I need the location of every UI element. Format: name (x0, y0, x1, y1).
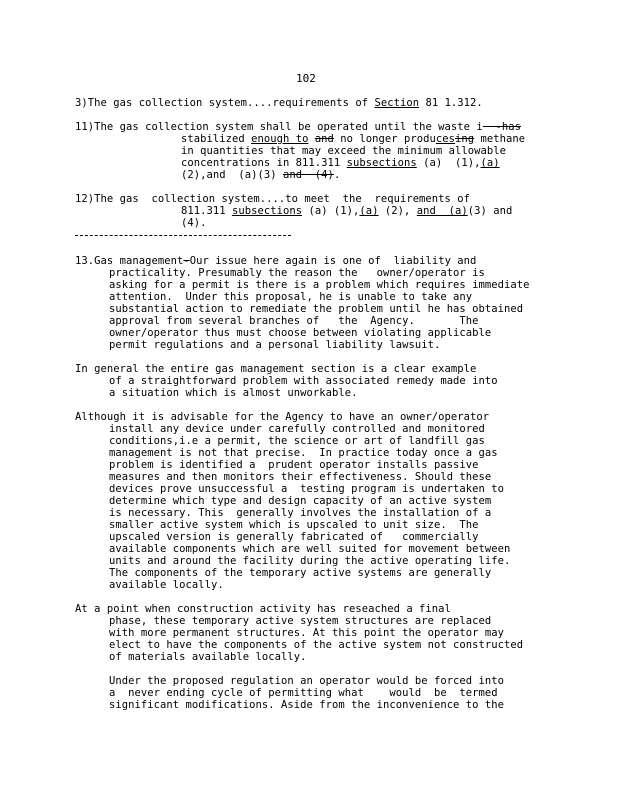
item-3-line (75, 97, 483, 109)
item-11-text: i (476, 121, 483, 133)
general-line-2: of a straightforward problem with associated remedy made into (109, 375, 498, 387)
item-11-inserted-text: (a) (480, 157, 500, 169)
under-line-2: a never ending cycle of permitting what would be termed (109, 687, 498, 699)
although-line-1: Although it is advisable for the Agency to have an owner/operator (75, 411, 490, 423)
item-12-text: (2), (378, 205, 417, 217)
item-11-line-3: in quantities that may exceed the minimum allowable (181, 145, 506, 157)
under-line-1: Under the proposed regulation an operator would be forced into (109, 675, 505, 687)
section-13-line-7: owner/operator thus must choose between violating applicable (109, 327, 492, 339)
section-13-struck-dash: - (183, 255, 190, 267)
item-11-line-5 (181, 169, 340, 181)
section-13-line-3: asking for a permit is there is a problem which requires immediate (109, 279, 530, 291)
although-line-8: determine which type and design capacity of an active system (109, 495, 492, 507)
section-13-line-4: attention. Under this proposal, he is unable to take any (109, 291, 473, 303)
although-line-13: units and around the facility during the active operating life. (109, 555, 511, 567)
although-line-3: conditions,i.e a permit, the science or art of landfill gas (109, 435, 485, 447)
item-11-text: concentrations in 811.311 (181, 157, 347, 169)
item-11-text: no longer produ (333, 133, 436, 145)
item-11-text: 11)The gas collection system (75, 121, 260, 133)
point-line-5: of materials available locally. (109, 651, 307, 663)
under-line-3: significant modifications. Aside from the inconvenience to the (109, 699, 505, 711)
although-line-10: smaller active system which is upscaled to unit size. The (109, 519, 479, 531)
item-11-struck-text: and (314, 133, 334, 145)
item-3-text: 3)The gas collection system....requirements of (75, 97, 375, 109)
item-11-text: (a) (1), (416, 157, 481, 169)
section-13-line-8: permit regulations and a personal liability lawsuit. (109, 339, 441, 351)
section-13-text: Our issue here again is one of liability and (189, 255, 477, 267)
item-11-struck-text: ing (455, 133, 475, 145)
page-number: 102 (296, 72, 316, 85)
although-line-14: The components of the temporary active systems are generally (109, 567, 492, 579)
section-13-heading: 13.Gas management (75, 255, 184, 267)
section-13-line-6: approval from several branches of the Agency. The (109, 315, 479, 327)
although-line-7: devices prove unsuccessful a testing program is undertaken to (109, 483, 505, 495)
item-11-text: methane (474, 133, 526, 145)
item-12-text: (a) (1), (302, 205, 360, 217)
general-line-3: a situation which is almost unworkable. (109, 387, 358, 399)
point-line-3: with more permanent structures. At this point the operator may (109, 627, 505, 639)
although-line-5: problem is identified a prudent operator installs passive (109, 459, 479, 471)
item-12-line-3: (4). (181, 217, 207, 229)
item-11-text: (2),and (a)(3) (181, 169, 283, 181)
section-13-line-2: practicality. Presumably the reason the owner/operator is (109, 267, 485, 279)
although-line-9: is necessary. This generally involves the installation of a (109, 507, 492, 519)
section-13-line-1 (75, 255, 476, 267)
item-11-line-4 (181, 157, 500, 169)
item-11-struck-text: -has (482, 121, 522, 133)
although-line-15: available locally. (109, 579, 224, 591)
item-11-inserted-text: enough to (251, 133, 309, 145)
item-3-suffix: 81 1.312. (419, 97, 483, 109)
section-link: Section (374, 97, 420, 109)
item-12-text: 811.311 (181, 205, 232, 217)
point-line-2: phase, these temporary active system structures are replaced (109, 615, 492, 627)
section-13-line-5: substantial action to remediate the problem until he has obtained (109, 303, 524, 315)
item-12-inserted-text: and (a) (416, 205, 468, 217)
although-line-6: measures and then monitors their effectiveness. Should these (109, 471, 492, 483)
although-line-4: management is not that precise. In practice today once a gas (109, 447, 498, 459)
although-line-11: upscaled version is generally fabricated of commercially (109, 531, 479, 543)
item-12-text: (3) and (467, 205, 513, 217)
item-11-text: shall be operated until the waste (259, 121, 477, 133)
item-12-line-2 (181, 205, 512, 217)
item-12-line-1: 12)The gas collection system....to meet the requirements of (75, 193, 471, 205)
item-11-struck-text: and (4) (282, 169, 334, 181)
item-11-line-2 (181, 133, 525, 145)
although-line-2: install any device under carefully controlled and monitored (109, 423, 485, 435)
section-divider (75, 235, 291, 236)
item-11-text: stabilized (181, 133, 252, 145)
item-11-inserted-text: ces (435, 133, 456, 145)
item-11-line-1 (75, 121, 521, 133)
general-line-1: In general the entire gas management section is a clear example (75, 363, 477, 375)
item-11-inserted-text: subsections (346, 157, 417, 169)
item-12-inserted-text: (a) (359, 205, 379, 217)
point-line-1: At a point when construction activity has reseached a final (75, 603, 451, 615)
item-11-text: . (333, 169, 341, 181)
item-12-inserted-text: subsections (231, 205, 303, 217)
although-line-12: available components which are well suited for movement between (109, 543, 511, 555)
point-line-4: elect to have the components of the active system not constructed (109, 639, 524, 651)
